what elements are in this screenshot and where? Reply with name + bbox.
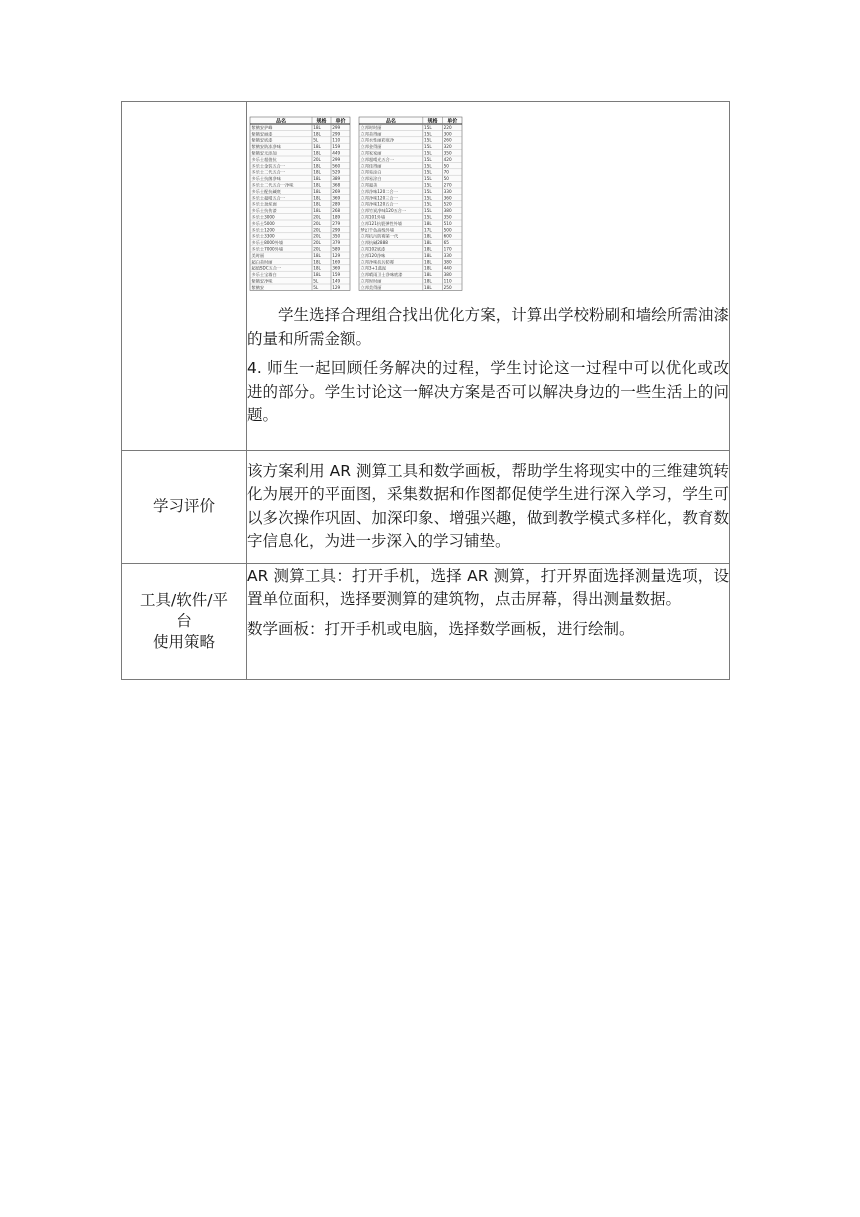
right-cell-price: 170 [443,246,452,252]
left-cell-name: 多乐士7000外墙 [251,246,284,252]
left-cell-price: 299 [332,124,341,130]
tools-label-line3: 使用策略 [152,632,215,651]
right-cell-price: 500 [443,227,452,233]
left-cell-price: 289 [332,201,341,207]
right-cell-name: 立邦竹炭净味120五合一 [360,208,407,214]
left-cell-spec: 18L [313,265,321,271]
right-cell-spec: 18L [424,259,432,265]
left-cell-name: 紫鹤安丽漆 [251,131,273,137]
right-cell-name: 立邦时时丽 [360,278,382,284]
right-cell-name: 立邦晴雨卫士净味底漆 [360,272,403,278]
right-cell-name: 立邦时时丽 [360,124,382,130]
evaluation-text: 该方案利用 AR 测算工具和数学画板，帮助学生将现实中的三维建筑转化为展开的平面图，采集数据和作图都促使学生进行深入学习，学生可以多次操作巩固、加深印象、增强兴趣，做到教学模式多样化，教育数字信息化，为进一步深入的学习铺垫。 [247,461,729,550]
right-cell-name: 立邦易涂白 [360,169,382,175]
right-cell-name: 立邦抗碱2888 [360,240,388,246]
left-cell-name: 多乐士8000外墙 [251,240,284,246]
left-cell-price: 299 [332,131,341,137]
tools-label-line1: 工具/软件/平 [140,590,228,609]
left-cell-spec: 18L [313,163,321,169]
right-cell-price: 380 [443,272,452,278]
right-cell-name: 立邦3+1蓝泥 [360,265,387,271]
right-cell-name: 立邦抗污防霉第一代 [360,233,399,239]
right-cell-spec: 15L [424,137,432,143]
right-cell-spec: 18L [424,284,432,290]
right-cell-spec: 18L [424,278,432,284]
left-cell-price: 369 [332,265,341,271]
left-cell-price: 389 [332,176,341,182]
right-cell-price: 520 [443,201,452,207]
left-cell-spec: 18L [313,169,321,175]
right-cell-spec: 18L [424,240,432,246]
right-cell-name: 立邦净味抗污防霉 [360,259,395,265]
left-cell-price: 589 [332,246,341,252]
right-cell-spec: 18L [424,233,432,239]
right-cell-name: 立邦金得丽 [360,144,382,150]
left-cell-price: 449 [332,150,341,156]
right-cell-price: 440 [443,265,452,271]
left-cell-price: 169 [332,259,341,265]
left-cell-name: 紫鹤安净味 [251,278,273,284]
left-header-label: 单价 [335,118,346,125]
left-cell-price: 159 [332,144,341,150]
lesson-plan-table [121,101,730,680]
right-cell-spec: 15L [424,188,432,194]
left-cell-name: 多乐士二代五合一净味 [251,182,294,188]
right-cell-name: 立邦净味120三合一 [360,195,398,201]
table-row [122,563,730,679]
right-cell-spec: 15L [424,214,432,220]
left-cell-name: 多乐士抗伤漆 [251,208,277,214]
activity-cell [247,102,730,451]
right-cell-spec: 18L [424,246,432,252]
right-cell-name: 立邦超晴光五合一 [360,156,395,162]
right-cell-spec: 15L [424,195,432,201]
left-cell-name: 多乐士二代五合一 [251,169,286,175]
left-cell-spec: 18L [313,176,321,182]
right-header-label: 单价 [447,118,458,125]
left-cell-spec: 5L [313,284,319,290]
right-cell-price: 320 [443,144,452,150]
left-cell-spec: 20L [313,233,321,239]
evaluation-cell [247,450,730,563]
left-cell-spec: 18L [313,272,321,278]
left-cell-name: 多乐士配抗碱底 [251,188,281,194]
row-label-evaluation: 学习评价 [122,450,247,563]
right-cell-name: 立邦易涂白 [360,176,382,182]
left-cell-spec: 18L [313,252,321,258]
right-cell-name: 立邦121抗裂弹性外墙 [360,220,402,226]
left-cell-price: 299 [332,227,341,233]
left-cell-spec: 20L [313,214,321,220]
left-cell-name: 多乐士宝墙白 [251,272,277,278]
left-cell-price: 279 [332,220,341,226]
left-cell-name: 超白美时丽 [251,259,273,265]
left-cell-spec: 18L [313,208,321,214]
left-cell-name: 多乐士3000 [251,214,275,220]
right-cell-price: 330 [443,188,452,194]
left-cell-name: 紫鹤安底漆 [251,137,273,143]
right-cell-spec: 18L [424,252,432,258]
right-cell-spec: 15L [424,176,432,182]
left-cell-name: 紫鹤安 [251,284,265,290]
right-cell-price: 50 [443,163,449,169]
right-cell-price: 380 [443,259,452,265]
right-cell-spec: 15L [424,163,432,169]
right-cell-spec: 15L [424,131,432,137]
right-cell-name: 立邦美得丽 [360,131,382,137]
paragraph-optimize: 学生选择合理组合找出优化方案，计算出学校粉刷和墙绘所需油漆的量和所需金额。 [247,306,729,348]
left-cell-spec: 5L [313,137,319,143]
right-cell-name: 立邦佳得丽 [360,163,382,169]
left-cell-price: 560 [332,163,341,169]
left-cell-price: 159 [332,272,341,278]
paragraph-review: 4. 师生一起回顾任务解决的过程，学生讨论这一过程中可以优化或改进的部分。学生讨论这一解决方案是否可以解决身边的一些生活上的问题。 [247,359,729,424]
right-cell-price: 110 [443,278,452,284]
right-cell-spec: 15L [424,156,432,162]
left-cell-spec: 18L [313,124,321,130]
paint-price-list-image [247,113,465,298]
right-cell-name: 梦幻千色高级外墙 [360,227,395,233]
right-cell-name: 立邦水性丽彩底净 [360,137,395,143]
left-cell-price: 189 [332,214,341,220]
right-cell-spec: 18L [424,265,432,271]
product-image-wrap [247,102,729,304]
left-cell-name: 紫鹤安无添加 [251,150,277,156]
left-header-label: 品名 [275,118,287,125]
right-cell-spec: 15L [424,208,432,214]
left-cell-spec: 20L [313,220,321,226]
left-header-label: 规格 [316,118,327,125]
right-cell-name: 立邦净味120五合一 [360,201,398,207]
left-cell-name: 多乐士1200 [251,227,275,233]
left-cell-spec: 18L [313,150,321,156]
right-cell-name: 立邦超美 [360,182,378,188]
left-cell-price: 369 [332,195,341,201]
left-cell-price: 368 [332,182,341,188]
right-cell-spec: 15L [424,182,432,188]
table-row [122,450,730,563]
right-cell-price: 65 [443,240,449,246]
left-cell-spec: 18L [313,188,321,194]
right-cell-price: 600 [443,233,452,239]
right-cell-name: 立邦102底漆 [360,246,386,252]
left-cell-spec: 20L [313,246,321,252]
right-cell-spec: 15L [424,201,432,207]
left-cell-name: 超值SDC五合一 [251,265,282,271]
tools-board-text: 数学画板：打开手机或电脑，选择数学画板，进行绘制。 [247,619,635,638]
left-cell-spec: 20L [313,227,321,233]
right-cell-name: 立邦101外墙 [360,214,386,220]
right-cell-price: 50 [443,176,449,182]
right-cell-spec: 15L [424,150,432,156]
right-cell-name: 立邦家家丽 [360,150,382,156]
right-cell-price: 300 [443,131,452,137]
left-cell-spec: 18L [313,144,321,150]
tools-label-line2: 台 [176,611,192,630]
right-cell-name: 立邦净味120二合一 [360,188,398,194]
left-cell-name: 多乐士抗菌净味 [251,176,281,182]
right-cell-price: 350 [443,150,452,156]
right-header-label: 品名 [385,118,396,125]
right-cell-price: 70 [443,169,449,175]
right-cell-price: 270 [443,182,452,188]
right-cell-price: 380 [443,208,452,214]
left-cell-spec: 18L [313,131,321,137]
table-row [122,102,730,451]
tools-cell [247,563,730,679]
right-cell-price: 360 [443,195,452,201]
left-cell-name: 紫鹤安防冻净味 [251,144,281,150]
left-cell-spec: 18L [313,201,321,207]
right-cell-spec: 18L [424,272,432,278]
right-cell-price: 510 [443,220,452,226]
left-cell-price: 529 [332,169,341,175]
left-cell-spec: 18L [313,182,321,188]
tools-ar-text: AR 测算工具：打开手机，选择 AR 测算，打开界面选择测量选项，设置单位面积，选择要测算的建筑物，点击屏幕，得出测量数据。 [247,566,729,608]
left-cell-price: 268 [332,208,341,214]
left-cell-price: 350 [332,233,341,239]
left-cell-price: 379 [332,240,341,246]
left-cell-spec: 20L [313,156,321,162]
left-cell-price: 299 [332,156,341,162]
left-cell-price: 269 [332,188,341,194]
right-cell-price: 420 [443,156,452,162]
right-cell-spec: 15L [424,169,432,175]
right-cell-spec: 18L [424,220,432,226]
left-cell-name: 多乐士3300 [251,233,275,239]
left-cell-price: 149 [332,278,341,284]
left-cell-price: 129 [332,252,341,258]
right-cell-price: 330 [443,252,452,258]
left-cell-spec: 20L [313,240,321,246]
right-cell-price: 350 [443,214,452,220]
right-cell-spec: 17L [424,227,432,233]
left-cell-spec: 5L [313,278,319,284]
left-cell-name: 多乐士超晴五合一 [251,195,286,201]
right-cell-price: 250 [443,284,452,290]
right-cell-name: 立邦120净味 [360,252,386,258]
row-label-tools [122,563,247,679]
left-cell-name: 美时丽 [251,252,265,258]
right-cell-spec: 15L [424,124,432,130]
right-cell-price: 260 [443,137,452,143]
left-cell-spec: 18L [313,195,321,201]
right-cell-price: 220 [443,124,452,130]
right-cell-spec: 15L [424,144,432,150]
right-cell-name: 立邦美得丽 [360,284,382,290]
left-cell-name: 多乐士超值抗 [251,156,277,162]
left-cell-spec: 18L [313,259,321,265]
left-cell-name: 多乐士劲炫面 [251,201,277,207]
row-label-empty [122,102,247,451]
left-cell-price: 110 [332,137,341,143]
left-cell-name: 多乐士金装五合一 [251,163,286,169]
left-cell-price: 129 [332,284,341,290]
left-cell-name: 多乐士5000 [251,220,275,226]
left-cell-name: 紫鹤安护峰 [251,124,273,130]
right-header-label: 规格 [427,118,438,125]
